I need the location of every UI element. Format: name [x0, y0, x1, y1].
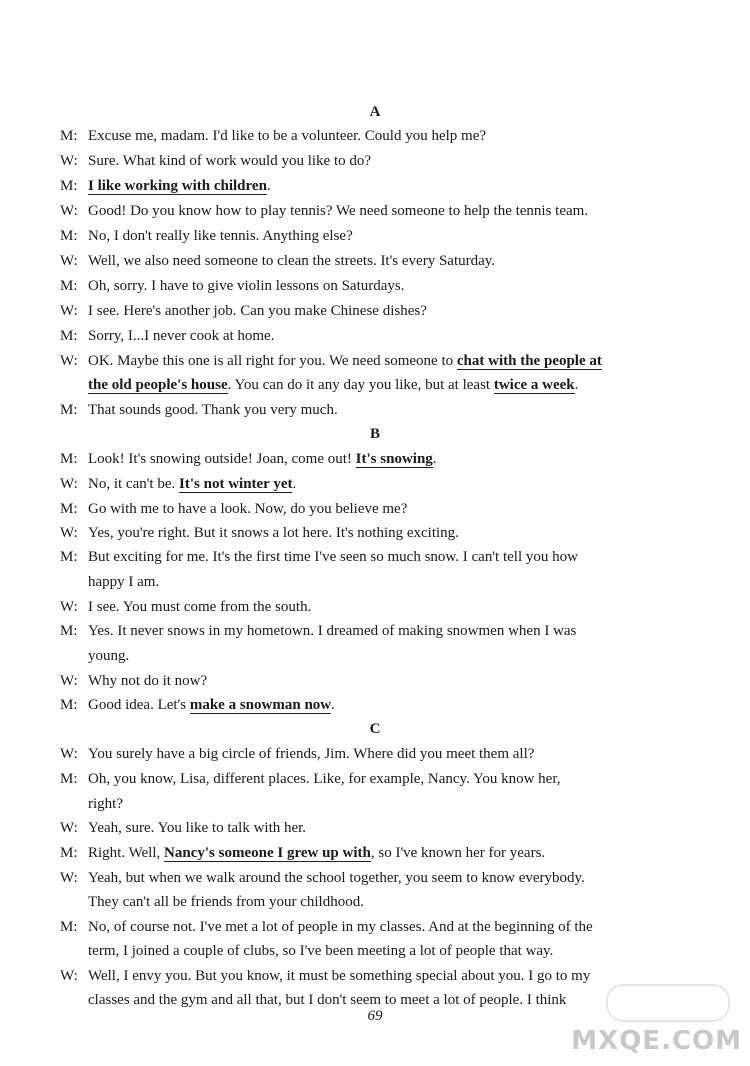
line-text: No, it can't be.: [88, 476, 180, 492]
section-heading-b: B: [369, 426, 380, 442]
dialogue-line: [60, 201, 680, 221]
speaker-label: M:: [60, 451, 78, 467]
line-text: Oh, sorry. I have to give violin lessons on Saturdays.: [88, 278, 405, 294]
dialogue-line-continuation: [88, 375, 708, 395]
speaker-label: M:: [60, 623, 78, 639]
line-text: .: [292, 476, 297, 492]
speaker-label: W:: [60, 870, 78, 886]
speaker-label: W:: [60, 673, 78, 689]
dialogue-line: [60, 744, 680, 764]
dialogue-line-continuation: [88, 794, 708, 814]
speaker-label: W:: [60, 203, 78, 219]
line-text: .: [331, 697, 335, 713]
line-text: I see. You must come from the south.: [88, 599, 312, 615]
line-text: Look! It's snowing outside! Joan, come out!: [88, 451, 356, 467]
line-text: Good idea. Let's: [88, 697, 190, 713]
line-text: term, I joined a couple of clubs, so I've been meeting a lot of people that way.: [88, 943, 554, 959]
speaker-label: M:: [60, 128, 78, 144]
line-text: But exciting for me. It's the first time I've seen so much snow. I can't tell you how: [88, 549, 578, 565]
page-number: 69: [367, 1008, 383, 1024]
speaker-label: M:: [60, 919, 78, 935]
dialogue-line: [60, 176, 680, 196]
dialogue-line: [60, 917, 680, 937]
speaker-label: M:: [60, 402, 78, 418]
line-text: Sure. What kind of work would you like to do?: [88, 153, 372, 169]
answer-underlined: twice a week: [493, 377, 575, 393]
speaker-label: W:: [60, 599, 78, 615]
dialogue-line: [60, 126, 680, 146]
dialogue-line: [60, 597, 680, 617]
line-text: , so I've known her for years.: [370, 845, 546, 861]
speaker-label: M:: [60, 228, 78, 244]
speaker-label: M:: [60, 697, 78, 713]
line-text: Why not do it now?: [88, 673, 208, 689]
line-text: right?: [88, 796, 123, 812]
line-text: Sorry, I...I never cook at home.: [88, 328, 275, 344]
speaker-label: M:: [60, 501, 78, 517]
speaker-label: M:: [60, 845, 78, 861]
line-text: Yeah, but when we walk around the school together, you seem to know everybody.: [88, 870, 585, 886]
dialogue-line: [60, 621, 680, 641]
dialogue-line: [60, 301, 680, 321]
line-text: You surely have a big circle of friends, Jim. Where did you meet them all?: [88, 746, 535, 762]
dialogue-line: [60, 326, 680, 346]
dialogue-line: [60, 966, 680, 986]
dialogue-line: [60, 151, 680, 171]
answer-underlined: the old people's house: [88, 377, 228, 393]
line-text: Go with me to have a look. Now, do you believe me?: [88, 501, 408, 517]
dialogue-line: [60, 868, 680, 888]
dialogue-line-continuation: [88, 572, 708, 592]
answer-underlined: It's snowing: [355, 451, 433, 467]
line-text: I see. Here's another job. Can you make Chinese dishes?: [88, 303, 427, 319]
line-text: Oh, you know, Lisa, different places. Like, for example, Nancy. You know her,: [88, 771, 561, 787]
section-heading-a: A: [369, 104, 381, 120]
speaker-label: W:: [60, 525, 78, 541]
watermark-logo: MXQE.COM: [571, 1026, 742, 1056]
line-text: .: [432, 451, 437, 467]
speaker-label: M:: [60, 549, 78, 565]
dialogue-line: [60, 523, 680, 543]
answer-underlined: It's not winter yet: [179, 476, 293, 492]
line-text: No, of course not. I've met a lot of people in my classes. And at the beginning of the: [88, 919, 593, 935]
line-text: .: [574, 377, 579, 393]
dialogue-line: [60, 251, 680, 271]
dialogue-line-continuation: [88, 646, 708, 666]
answer-underlined: chat with the people at: [456, 353, 602, 369]
speaker-label: M:: [60, 328, 78, 344]
line-text: happy I am.: [88, 574, 160, 590]
dialogue-line: [60, 226, 680, 246]
answer-underlined: make a snowman now: [189, 697, 332, 713]
line-text: young.: [88, 648, 130, 664]
line-text: No, I don't really like tennis. Anything else?: [88, 228, 353, 244]
speaker-label: M:: [60, 178, 78, 194]
line-text: That sounds good. Thank you very much.: [88, 402, 338, 418]
dialogue-line: [60, 351, 680, 371]
line-text: Good! Do you know how to play tennis? We need someone to help the tennis team.: [88, 203, 589, 219]
dialogue-line: [60, 276, 680, 296]
answer-underlined: Nancy's someone I grew up with: [164, 845, 371, 861]
dialogue-line: [60, 474, 680, 494]
speaker-label: M:: [60, 771, 78, 787]
dialogue-line: [60, 547, 680, 567]
dialogue-line: [60, 843, 680, 863]
line-text: Yeah, sure. You like to talk with her.: [88, 820, 307, 836]
speaker-label: W:: [60, 353, 78, 369]
speaker-label: M:: [60, 278, 78, 294]
line-text: Excuse me, madam. I'd like to be a volunteer. Could you help me?: [88, 128, 487, 144]
line-text: Yes, you're right. But it snows a lot here. It's nothing exciting.: [88, 525, 459, 541]
speaker-label: W:: [60, 153, 78, 169]
line-text: They can't all be friends from your childhood.: [88, 894, 364, 910]
line-text: OK. Maybe this one is all right for you. We need someone to: [88, 353, 457, 369]
dialogue-line: [60, 695, 680, 715]
section-heading-c: C: [369, 721, 381, 737]
dialogue-line: [60, 400, 680, 420]
dialogue-line-continuation: [88, 892, 708, 912]
dialogue-line-continuation: [88, 941, 708, 961]
dialogue-line: [60, 818, 680, 838]
dialogue-line: [60, 449, 680, 469]
answer-underlined: I like working with children: [88, 178, 267, 194]
speaker-label: W:: [60, 820, 78, 836]
dialogue-line: [60, 769, 680, 789]
speaker-label: W:: [60, 253, 78, 269]
line-text: .: [266, 178, 271, 194]
line-text: . You can do it any day you like, but at least: [227, 377, 494, 393]
speaker-label: W:: [60, 968, 78, 984]
watermark-seal-icon: [606, 984, 730, 1022]
speaker-label: W:: [60, 476, 78, 492]
line-text: classes and the gym and all that, but I don't seem to meet a lot of people. I think: [88, 992, 567, 1008]
line-text: Right. Well,: [88, 845, 165, 861]
dialogue-line: [60, 499, 680, 519]
dialogue-line: [60, 671, 680, 691]
line-text: Yes. It never snows in my hometown. I dreamed of making snowmen when I was: [88, 623, 577, 639]
line-text: Well, we also need someone to clean the streets. It's every Saturday.: [88, 253, 496, 269]
speaker-label: W:: [60, 303, 78, 319]
speaker-label: W:: [60, 746, 78, 762]
line-text: Well, I envy you. But you know, it must be something special about you. I go to my: [88, 968, 591, 984]
